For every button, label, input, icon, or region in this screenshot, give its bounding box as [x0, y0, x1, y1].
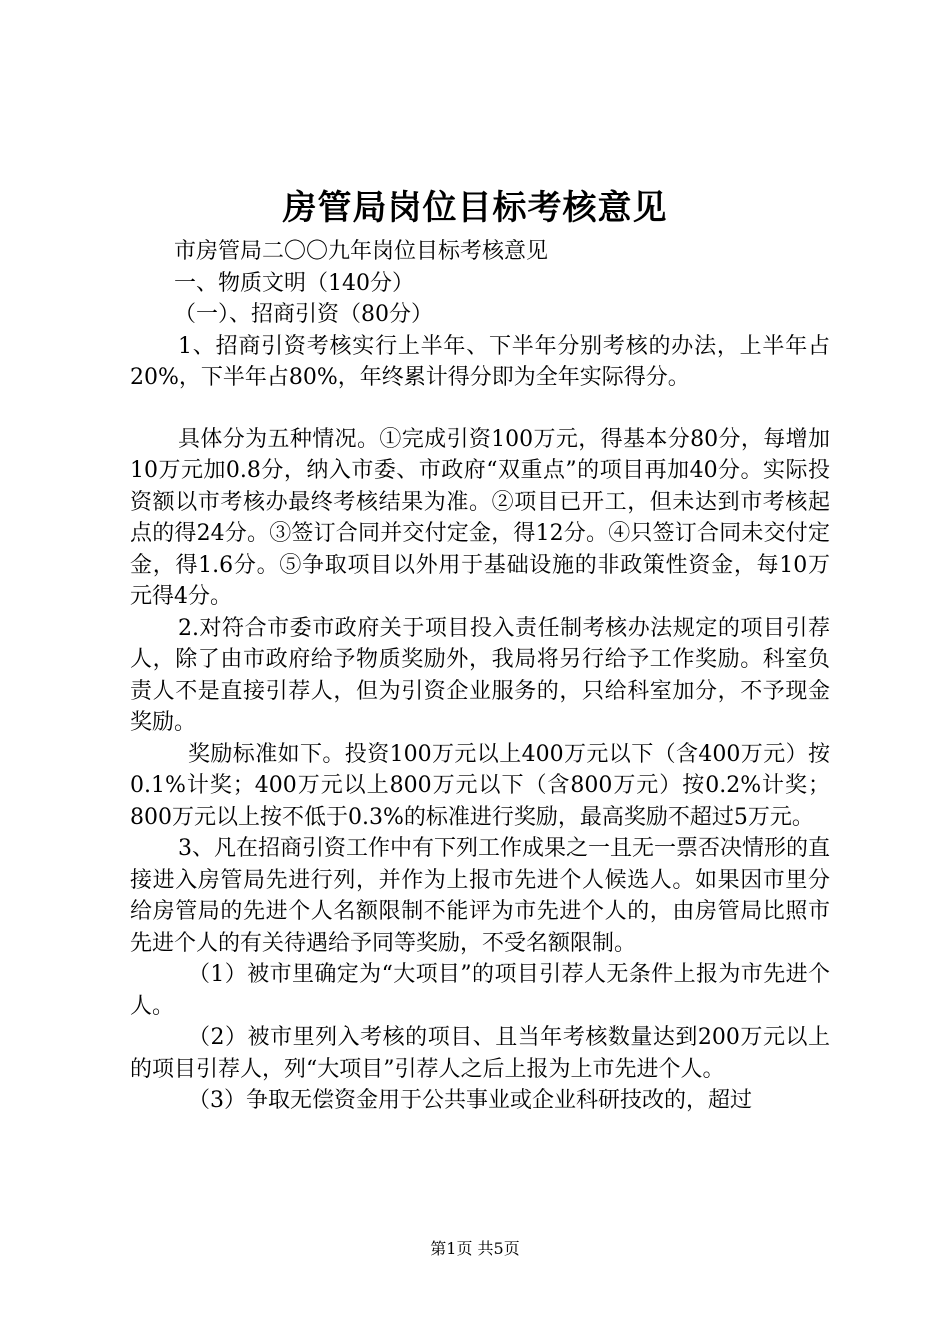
paragraph-item-3: 3、凡在招商引资工作中有下列工作成果之一且无一票否决情形的直接进入房管局先进行列，并作为上报市先进个人候选人。如果因市里分给房管局的先进个人名额限制不能评为市先进个人的，由房管局比照市先进个人的有关待遇给予同等奖励，不受名额限制。 [130, 836, 830, 956]
paragraph-item-2: 2.对符合市委市政府关于项目投入责任制考核办法规定的项目引荐人，除了由市政府给予物质奖励外，我局将另行给予工作奖励。科室负责人不是直接引荐人，但为引资企业服务的，只给科室加分，不予现金奖励。 [130, 615, 830, 735]
paragraph-section-heading: 一、物质文明（140分） [174, 270, 414, 296]
paragraph-subsection-heading: （一）、招商引资（80分） [174, 302, 433, 327]
document-title: 房管局岗位目标考核意见 [282, 188, 668, 228]
paragraph-sub-item-3: （3）争取无偿资金用于公共事业或企业科研技改的，超过 [188, 1088, 752, 1113]
paragraph-subtitle: 市房管局二〇〇九年岗位目标考核意见 [174, 239, 549, 264]
paragraph-item-1: 1、招商引资考核实行上半年、下半年分别考核的办法，上半年占20%，下半年占80%，年终累计得分即为全年实际得分。 [130, 333, 830, 390]
paragraph-reward-standard: 奖励标准如下。投资100万元以上400万元以下（含400万元）按0.1%计奖；400万元以上800万元以下（含800万元）按0.2%计奖；800万元以上按不低于0.3%的标准进行奖励，最高奖励不超过5万元。 [130, 741, 830, 830]
paragraph-sub-item-1: （1）被市里确定为“大项目”的项目引荐人无条件上报为市先进个人。 [130, 962, 830, 1019]
paragraph-sub-item-2: （2）被市里列入考核的项目、且当年考核数量达到200万元以上的项目引荐人，列“大项目”引荐人之后上报为上市先进个人。 [130, 1025, 830, 1082]
page-number-footer: 第1页 共5页 [430, 1239, 520, 1258]
paragraph-five-cases: 具体分为五种情况。①完成引资100万元，得基本分80分，每增加10万元加0.8分，纳入市委、市政府“双重点”的项目再加40分。实际投资额以市考核办最终考核结果为准。②项目已开工，但未达到市考核起点的得24分。③签订合同并交付定金，得12分。④只签订合同未交付定金，得1.6分。⑤争取项目以外用于基础设施的非政策性资金，每10万元得4分。 [130, 426, 830, 609]
paragraph-gap [130, 394, 830, 424]
document-body [130, 236, 830, 1117]
